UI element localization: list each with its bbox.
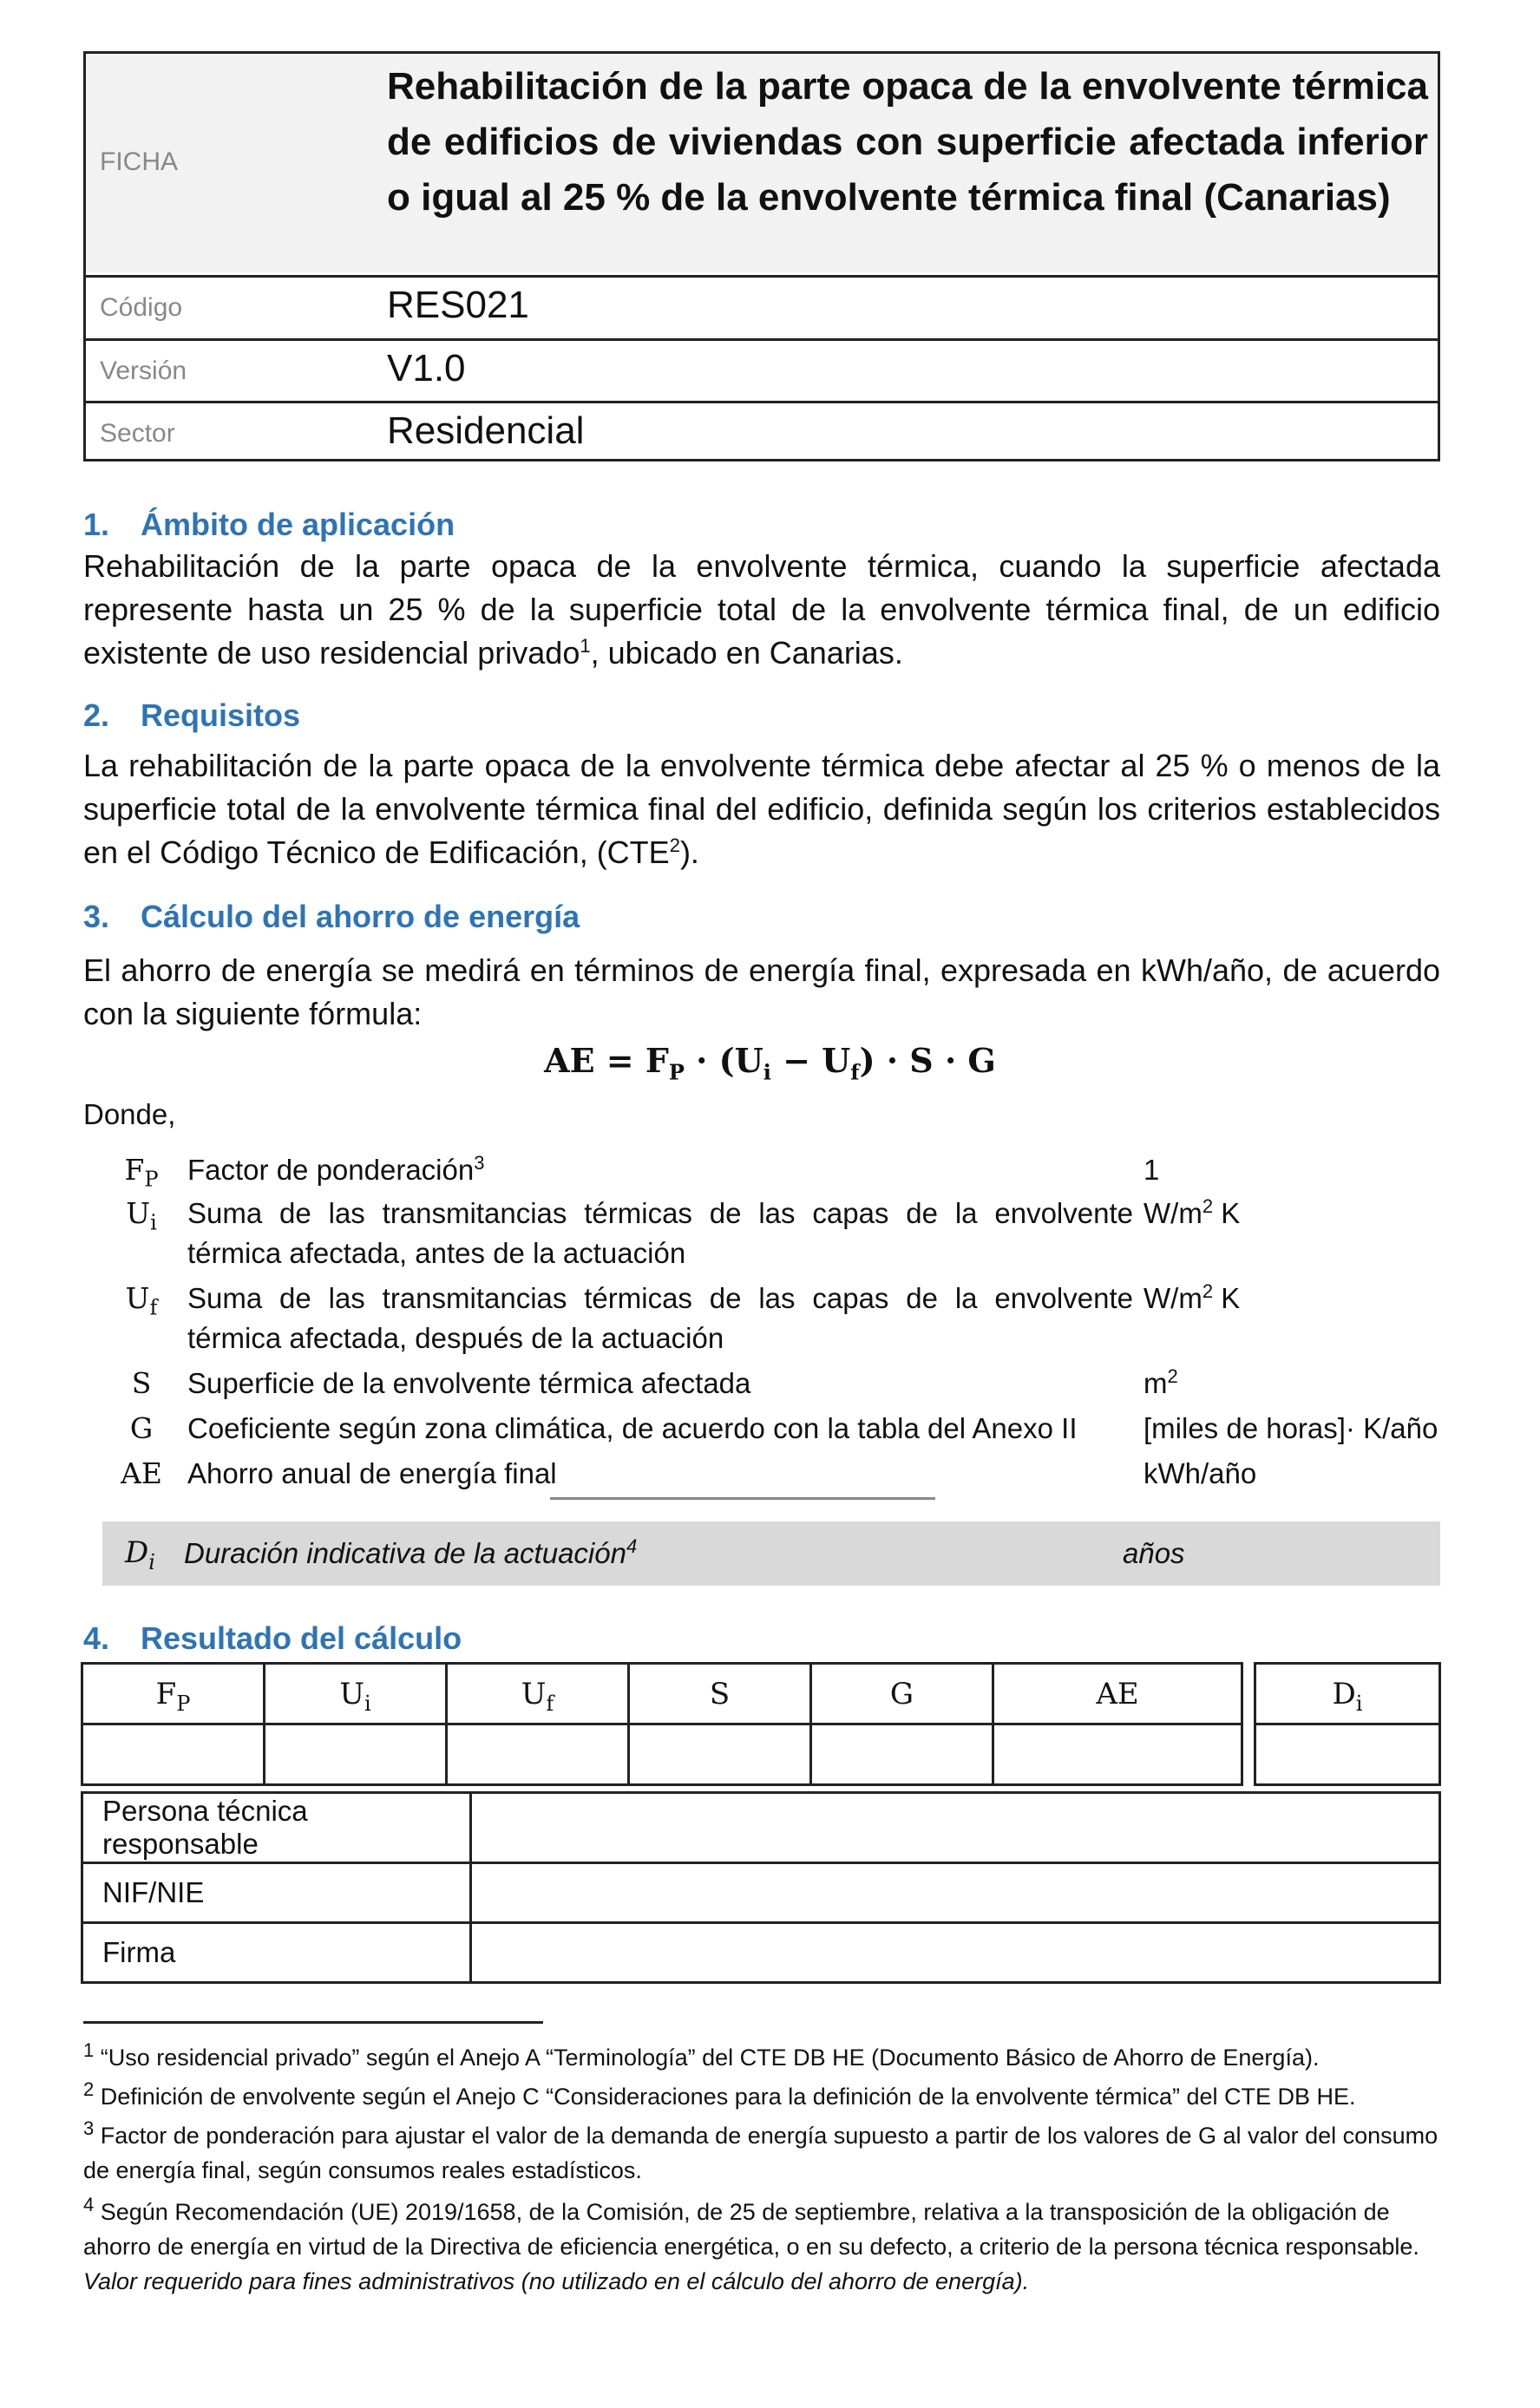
var-row: AE Ahorro anual de energía final kWh/año (121, 1456, 1257, 1490)
savings-formula: AE = $F_P \cdot (U_i - U_f) \cdot S \cdot G$ (544, 1041, 996, 1085)
codigo-row (86, 275, 1438, 338)
duration-symbol: $D_i$ (125, 1535, 155, 1574)
sector-row (86, 401, 1438, 461)
section-3-heading: 3. Cálculo del ahorro de energía (83, 899, 580, 934)
var-row: $F_P$ Factor de ponderación$^3$ 1 (124, 1152, 1160, 1192)
version-value: V1.0 (387, 347, 466, 389)
section-1-text: Rehabilitación de la parte opaca de la envolvente térmica, cuando la superficie afectada represente hasta un 25 % de la superficie total de la envolvente térmica final, de un edificio existente de uso residencial privado$^1$, ubicado en Canarias. (83, 548, 1440, 671)
divider-line (550, 1497, 935, 1500)
persona-field[interactable] (471, 1793, 1440, 1863)
section-2-heading: 2. Requisitos (83, 697, 301, 733)
var-row: $U_f$ Suma de las transmitancias térmicas de las capas de la envolvente térmica afectada, después de la actuación $W/m^2$ K (125, 1280, 1241, 1354)
section-2-text: La rehabilitación de la parte opaca de la envolvente térmica debe afectar al 25 % o menos de la superficie total de la envolvente térmica final del edificio, definida según los criterios establecidos en el Código Técnico de Edificación, (CTE$^2$). (83, 748, 1440, 870)
ficha-header (83, 51, 1440, 461)
codigo-value: RES021 (387, 284, 529, 326)
footnote-1: $^1$ “Uso residencial privado” según el Anejo A “Terminología” del CTE DB HE (Documento Básico de Ahorro de Energía). (83, 2039, 1320, 2071)
di-input[interactable] (1255, 1724, 1440, 1785)
footnote-separator (83, 2021, 543, 2024)
ficha-title: Rehabilitación de la parte opaca de la envolvente térmica de edificios de viviendas con superficie afectada inferior o igual al 25 % de la envolvente térmica final (Canarias) (387, 65, 1428, 219)
duration-desc: Duración indicativa de la actuación$^4$ (184, 1535, 638, 1569)
firma-field[interactable] (471, 1923, 1440, 1983)
section-4-heading: 4. Resultado del cálculo (83, 1620, 462, 1656)
nif-field[interactable] (471, 1863, 1440, 1923)
version-row (86, 338, 1438, 401)
uf-input[interactable] (447, 1724, 629, 1785)
footnote-3: $^3$ Factor de ponderación para ajustar el valor de la demanda de energía supuesto a partir de los valores de G al valor del consumo de energía final, según consumos reales estadísticos. (83, 2117, 1438, 2183)
ficha-label: FICHA (100, 147, 178, 176)
version-label: Versión (100, 357, 187, 385)
variables-table (111, 1150, 1438, 1499)
var-row: S Superficie de la envolvente térmica afectada $m^2$ (131, 1365, 1178, 1400)
persona-label: Persona técnica responsable (82, 1793, 471, 1863)
col-uf: $U_f$ (447, 1664, 629, 1724)
donde-label: Donde, (83, 1098, 176, 1130)
footnote-2: $^2$ Definición de envolvente según el Anejo C “Consideraciones para la definición de la envolvente térmica” del CTE DB HE. (83, 2078, 1356, 2110)
col-di: $D_i$ (1255, 1664, 1440, 1724)
codigo-label: Código (100, 293, 183, 322)
nif-label: NIF/NIE (82, 1863, 471, 1923)
col-fp: $F_P$ (82, 1664, 265, 1724)
s-input[interactable] (629, 1724, 811, 1785)
ui-input[interactable] (265, 1724, 447, 1785)
col-ae: AE (993, 1664, 1242, 1724)
fp-input[interactable] (82, 1724, 265, 1785)
signature-table (81, 1791, 1441, 1984)
result-header-row (82, 1664, 1242, 1724)
section-1-heading: 1. Ámbito de aplicación (83, 507, 455, 542)
section-3-text: El ahorro de energía se medirá en términos de energía final, expresada en kWh/año, de acuerdo con la siguiente fórmula: (83, 952, 1440, 1031)
footnote-4: $^4$ Según Recomendación (UE) 2019/1658, de la Comisión, de 25 de septiembre, relativa a la transposición de la obligación de ahorro de energía en virtud de la Directiva de eficiencia energética, o en su defecto, a criterio de la persona técnica responsable. Valor requerido para fines administrativos (no utilizado en el cálculo del ahorro de energía). (83, 2194, 1419, 2294)
g-input[interactable] (811, 1724, 993, 1785)
sector-value: Residencial (387, 409, 585, 452)
result-input-row (82, 1724, 1242, 1785)
duration-unit: años (1123, 1537, 1185, 1569)
ae-input[interactable] (993, 1724, 1242, 1785)
duration-row (102, 1521, 1440, 1586)
duration-table (1254, 1662, 1441, 1786)
col-ui: $U_i$ (265, 1664, 447, 1724)
result-table (81, 1662, 1243, 1786)
var-row: $U_i$ Suma de las transmitancias térmicas de las capas de la envolvente térmica afectada, antes de la actuación $W/m^2$ K (126, 1195, 1241, 1269)
col-s: S (629, 1664, 811, 1724)
col-g: G (811, 1664, 993, 1724)
sector-label: Sector (100, 419, 175, 448)
var-row: G Coeficiente según zona climática, de acuerdo con la tabla del Anexo II [miles de horas]· K/año (129, 1411, 1438, 1445)
firma-label: Firma (82, 1923, 471, 1983)
